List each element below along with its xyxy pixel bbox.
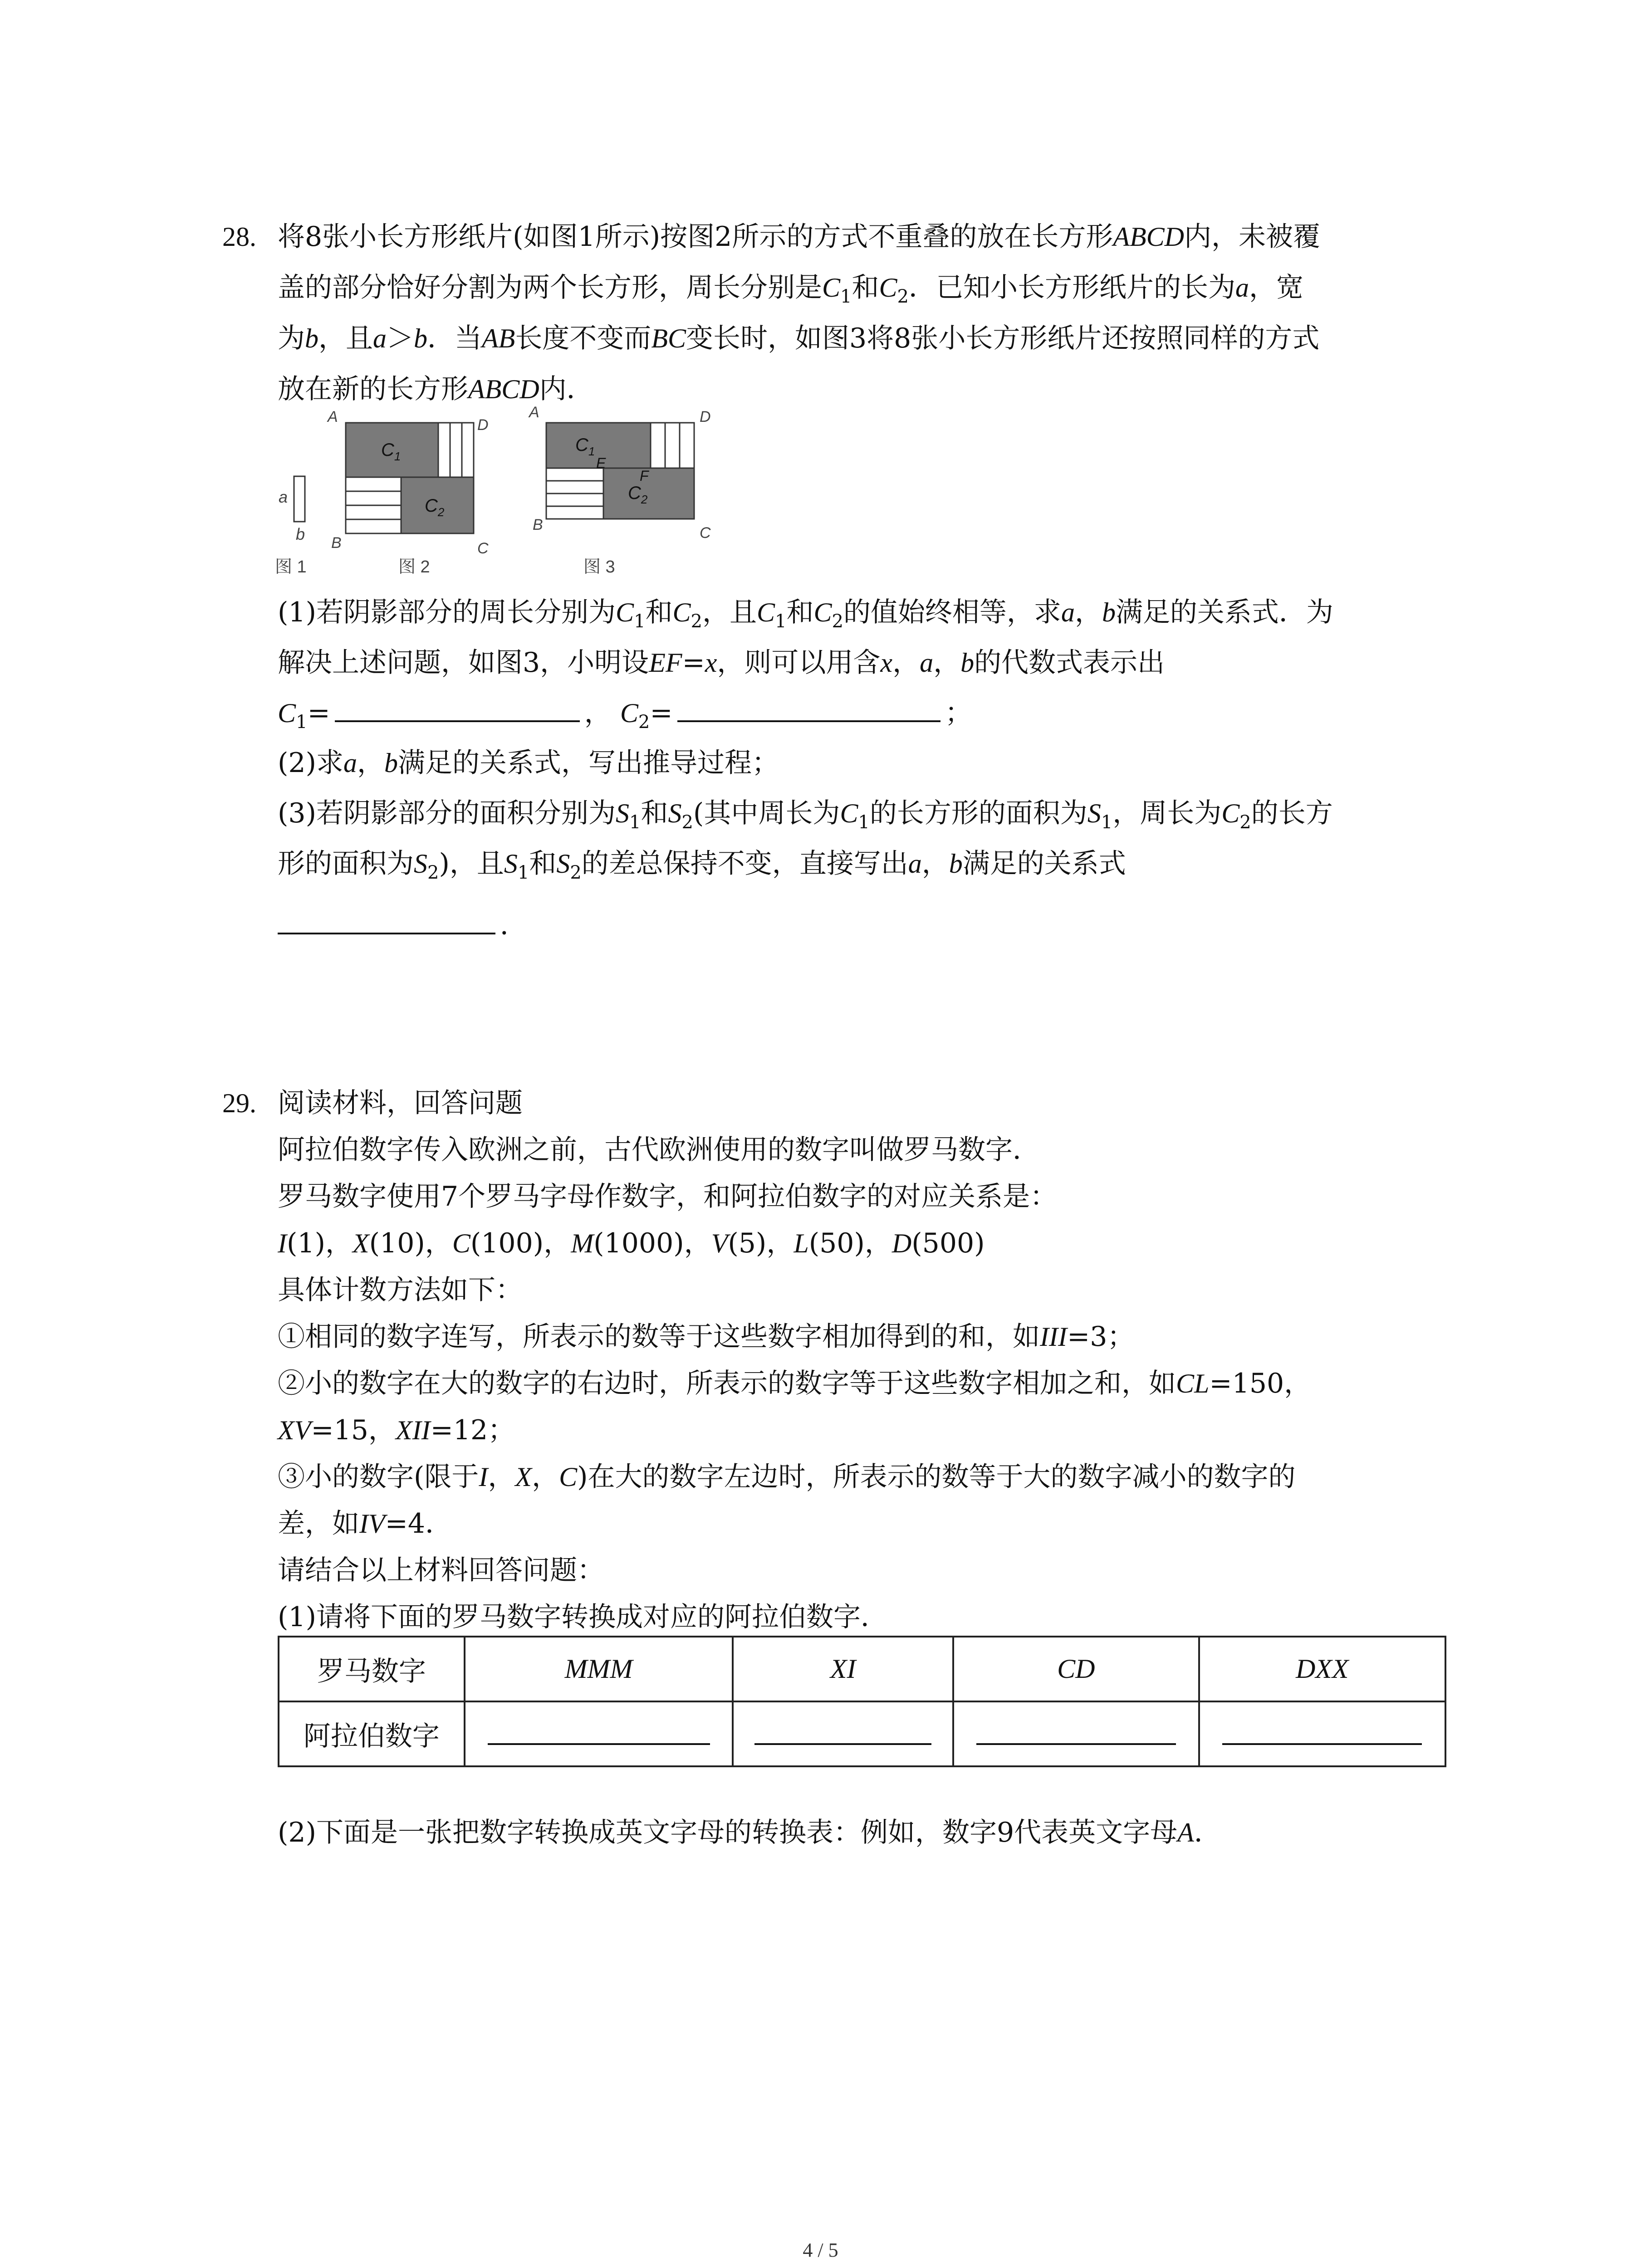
question-28-part-2: [278, 740, 779, 786]
text-segment: ，则可以用含: [717, 647, 881, 679]
text-segment: 请结合以上材料回答问题：: [278, 1554, 604, 1586]
text-segment: 放在新的长方形: [278, 373, 468, 405]
text-segment: ①相同的数字连写，所表示的数等于这些数字相加得到的和，如: [278, 1321, 1040, 1353]
text-segment: C: [616, 597, 634, 627]
arabic-answer-cell[interactable]: [1199, 1701, 1445, 1766]
text-segment: (1)，: [286, 1227, 353, 1259]
arabic-answer-cell[interactable]: [953, 1701, 1199, 1766]
text-segment: 的值始终相等，求: [843, 596, 1061, 628]
text-line: [278, 1408, 515, 1453]
fig2-vertex-c: C: [477, 540, 489, 557]
text-segment: ．已知小长方形纸片的长为: [908, 272, 1235, 303]
text-line: [278, 1361, 1311, 1406]
fig1-label-b: b: [296, 525, 305, 543]
text-segment: )在大的数字左边时，所表示的数等于大的数字减小的数字的: [577, 1461, 1296, 1493]
text-segment: C: [822, 273, 841, 303]
text-line: [278, 640, 1165, 685]
text-line: [278, 841, 1126, 895]
text-segment: IV: [359, 1509, 385, 1539]
text-segment: 和: [641, 797, 668, 829]
text-segment: I: [479, 1462, 488, 1492]
text-segment: ②小的数字在大的数字的右边时，所表示的数字等于这些数字相加之和，如: [278, 1368, 1176, 1399]
question-29-number: 29.: [222, 1088, 256, 1118]
text-segment: 2: [570, 862, 582, 883]
text-segment: ，: [933, 647, 961, 679]
text-segment: ，: [921, 848, 949, 880]
text-segment: ，: [357, 747, 384, 779]
fig2-vertex-d: D: [477, 416, 489, 434]
text-line: [278, 1221, 985, 1266]
text-segment: (10)，: [369, 1227, 452, 1259]
text-segment: =15，: [311, 1414, 396, 1446]
arabic-answer-cell[interactable]: [465, 1701, 733, 1766]
text-segment: 1: [775, 611, 787, 632]
text-line: [278, 590, 1333, 644]
question-29-part-2: [278, 1810, 1221, 1855]
text-segment: =3；: [1067, 1321, 1135, 1353]
text-segment: (5)，: [728, 1227, 794, 1259]
fig2-c2-label: $C_2$: [425, 496, 445, 519]
text-segment: X: [352, 1228, 369, 1258]
text-segment: (1000)，: [593, 1227, 711, 1259]
text-line: [278, 1127, 1040, 1173]
text-segment: 变长时，如图3将8张小长方形纸片还按照同样的方式: [686, 323, 1320, 354]
text-segment: S: [504, 849, 518, 879]
text-segment: =: [682, 647, 705, 679]
fig3-shaded-c2: [603, 468, 694, 519]
text-segment: (2)求: [278, 747, 343, 779]
text-segment: (2)下面是一张把数字转换成英文字母的转换表：例如，数字9代表英文字母: [278, 1817, 1178, 1848]
text-segment: =12；: [430, 1414, 515, 1446]
text-segment: 2: [832, 611, 843, 632]
text-segment: 为: [278, 323, 305, 354]
text-line: [278, 1314, 1134, 1359]
text-line: [278, 316, 1319, 361]
text-segment: b: [1102, 597, 1116, 627]
text-line: [278, 1174, 1057, 1219]
text-line: [278, 1548, 604, 1593]
text-segment: a: [908, 849, 922, 879]
text-segment: ABCD: [468, 374, 539, 404]
text-segment: 满足的关系式: [962, 848, 1126, 880]
fig3-vertex-a: A: [529, 404, 539, 421]
text-segment: 1: [858, 812, 870, 833]
text-segment: b: [384, 748, 398, 778]
text-segment: (50)，: [808, 1227, 892, 1259]
text-segment: 2: [427, 862, 439, 883]
text-line: [278, 791, 1333, 845]
text-segment: ．: [1194, 1817, 1221, 1848]
fig3-label-f: F: [640, 468, 649, 484]
text-segment: 1: [1101, 812, 1113, 833]
fig3-vertex-b: B: [533, 516, 543, 533]
row-header-roman: 罗马数字: [279, 1637, 465, 1701]
text-segment: 2: [897, 286, 909, 307]
text-segment: ，且: [702, 596, 757, 628]
text-segment: ，: [892, 647, 920, 679]
text-segment: C: [672, 597, 691, 627]
text-segment: 和: [645, 596, 673, 628]
fig3-c1-label: $C_1$: [575, 435, 595, 458]
text-segment: 内．: [539, 373, 594, 405]
text-segment: ．当: [427, 323, 482, 354]
text-segment: 的差总保持不变，直接写出: [581, 848, 908, 880]
fig2-vertex-a: A: [328, 408, 338, 425]
text-segment: C: [840, 798, 858, 828]
text-segment: M: [571, 1228, 594, 1258]
text-segment: X: [515, 1462, 532, 1492]
figure-3-caption: 图 3: [583, 557, 615, 577]
text-segment: (1)若阴影部分的周长分别为: [278, 596, 616, 628]
table-row: [279, 1701, 1445, 1766]
text-segment: 2: [691, 611, 702, 632]
text-line: [278, 1501, 452, 1546]
text-line: [278, 214, 1320, 259]
text-segment: XV: [278, 1415, 311, 1445]
c1-c2-answer-line: $C_1=$ ， $C_2=$ ；: [278, 690, 972, 745]
text-segment: C: [879, 273, 897, 303]
figure-1: [275, 476, 307, 577]
fig3-vertex-c: C: [700, 524, 711, 542]
text-segment: 的代数式表示出: [974, 647, 1165, 679]
text-segment: a: [373, 323, 387, 353]
text-segment: S: [414, 849, 427, 879]
text-segment: 和: [852, 272, 879, 303]
text-segment: ABCD: [1113, 222, 1184, 252]
text-segment: a: [343, 748, 357, 778]
c2-answer-blank[interactable]: [677, 690, 941, 722]
text-line: [278, 1267, 523, 1313]
text-segment: S: [1087, 798, 1101, 828]
figure-1-caption: 图 1: [275, 557, 307, 577]
text-segment: S: [556, 849, 570, 879]
text-segment: S: [616, 798, 629, 828]
part3-answer-blank[interactable]: [278, 903, 495, 934]
text-segment: XII: [395, 1415, 431, 1445]
text-segment: AB: [482, 323, 515, 353]
text-segment: 和: [529, 848, 557, 880]
text-segment: 罗马数字使用7个罗马字母作数字，和阿拉伯数字的对应关系是：: [278, 1181, 1058, 1212]
text-segment: x: [705, 648, 717, 678]
text-segment: CL: [1176, 1369, 1210, 1398]
fig2-vertex-b: B: [331, 534, 342, 552]
text-segment: 1: [517, 862, 529, 883]
text-segment: C: [813, 597, 832, 627]
text-segment: D: [892, 1228, 912, 1258]
text-segment: 形的面积为: [278, 848, 414, 880]
text-segment: III: [1040, 1322, 1067, 1352]
text-segment: (1)请将下面的罗马数字转换成对应的阿拉伯数字．: [278, 1601, 888, 1633]
text-segment: 差，如: [278, 1508, 359, 1540]
arabic-answer-cell[interactable]: [733, 1701, 953, 1766]
text-segment: ＞: [387, 323, 414, 354]
text-segment: 1: [840, 286, 852, 307]
text-segment: 长度不变而: [515, 323, 652, 354]
text-segment: b: [414, 323, 427, 353]
fig3-vertex-d: D: [700, 408, 711, 425]
text-segment: 阅读材料，回答问题: [278, 1087, 523, 1119]
text-segment: C: [1221, 798, 1240, 828]
text-segment: 2: [681, 812, 693, 833]
page-number: 4 / 5: [803, 2239, 838, 2261]
text-segment: (100)，: [470, 1227, 571, 1259]
text-segment: 内，未被覆: [1184, 221, 1320, 253]
text-segment: L: [794, 1228, 809, 1258]
text-segment: 将8张小长方形纸片(如图1所示)按图2所示的方式不重叠的放在长方形: [278, 221, 1113, 253]
text-segment: ，: [488, 1461, 515, 1493]
text-segment: C: [452, 1228, 470, 1258]
text-segment: I: [278, 1228, 287, 1258]
figures-1-2-3: [272, 404, 753, 585]
text-segment: =4．: [385, 1508, 453, 1540]
text-segment: BC: [651, 323, 686, 353]
text-segment: 1: [634, 611, 646, 632]
text-segment: 阿拉伯数字传入欧洲之前，古代欧洲使用的数字叫做罗马数字．: [278, 1134, 1040, 1166]
text-segment: x: [880, 648, 893, 678]
roman-numeral-cell: MMM: [465, 1637, 733, 1701]
roman-numeral-cell: DXX: [1199, 1637, 1445, 1701]
text-segment: b: [305, 323, 318, 353]
fig3-c2-label: $C_2$: [628, 483, 648, 506]
fig2-c1-label: $C_1$: [381, 440, 401, 463]
text-segment: a: [920, 648, 934, 678]
row-header-arabic: 阿拉伯数字: [279, 1701, 465, 1766]
text-segment: A: [1177, 1818, 1194, 1848]
text-line: [278, 265, 1303, 319]
text-segment: S: [668, 798, 682, 828]
question-28-number: 28.: [222, 222, 256, 252]
text-segment: a: [1235, 273, 1249, 303]
text-segment: 的长方形的面积为: [869, 797, 1087, 829]
text-segment: ，宽: [1249, 272, 1303, 303]
fig3-label-e: E: [596, 455, 606, 471]
text-segment: ，: [532, 1461, 559, 1493]
text-line: [278, 1594, 888, 1640]
table-row: [279, 1637, 1445, 1701]
text-line: [278, 1454, 1296, 1500]
text-segment: =150，: [1209, 1368, 1312, 1399]
text-segment: C: [559, 1462, 578, 1492]
figure-2-caption: 图 2: [398, 557, 430, 577]
small-rectangle: [294, 476, 305, 522]
text-segment: 1: [629, 812, 641, 833]
text-segment: 满足的关系式．为: [1115, 596, 1333, 628]
text-segment: 和: [786, 596, 814, 628]
text-segment: V: [711, 1228, 728, 1258]
roman-numeral-cell: CD: [953, 1637, 1199, 1701]
text-segment: 盖的部分恰好分割为两个长方形，周长分别是: [278, 272, 822, 303]
text-segment: (500): [911, 1227, 985, 1259]
text-segment: b: [949, 849, 963, 879]
figure-2: [327, 408, 489, 577]
text-segment: ，周长为: [1112, 797, 1222, 829]
text-segment: 的长方: [1251, 797, 1333, 829]
roman-numeral-conversion-table: [278, 1636, 1446, 1767]
text-segment: (其中周长为: [693, 797, 840, 829]
text-segment: b: [960, 648, 975, 678]
text-segment: ，且: [318, 323, 373, 354]
text-segment: 解决上述问题，如图3，小明设: [278, 647, 649, 679]
text-segment: C: [756, 597, 775, 627]
text-segment: EF: [649, 648, 682, 678]
figure-3: [528, 404, 711, 577]
part3-answer-line: ．: [278, 903, 527, 948]
c1-answer-blank[interactable]: [335, 690, 580, 722]
text-segment: )，且: [439, 848, 504, 880]
roman-numeral-cell: XI: [733, 1637, 953, 1701]
fig1-label-a: a: [279, 488, 288, 506]
text-segment: 2: [1239, 812, 1251, 833]
text-line: [278, 1080, 523, 1126]
text-segment: ③小的数字(限于: [278, 1461, 479, 1493]
text-segment: 具体计数方法如下：: [278, 1274, 523, 1306]
text-segment: (3)若阴影部分的面积分别为: [278, 797, 616, 829]
text-segment: a: [1061, 597, 1075, 627]
text-segment: ，: [1074, 596, 1102, 628]
text-segment: 满足的关系式，写出推导过程；: [398, 747, 779, 779]
